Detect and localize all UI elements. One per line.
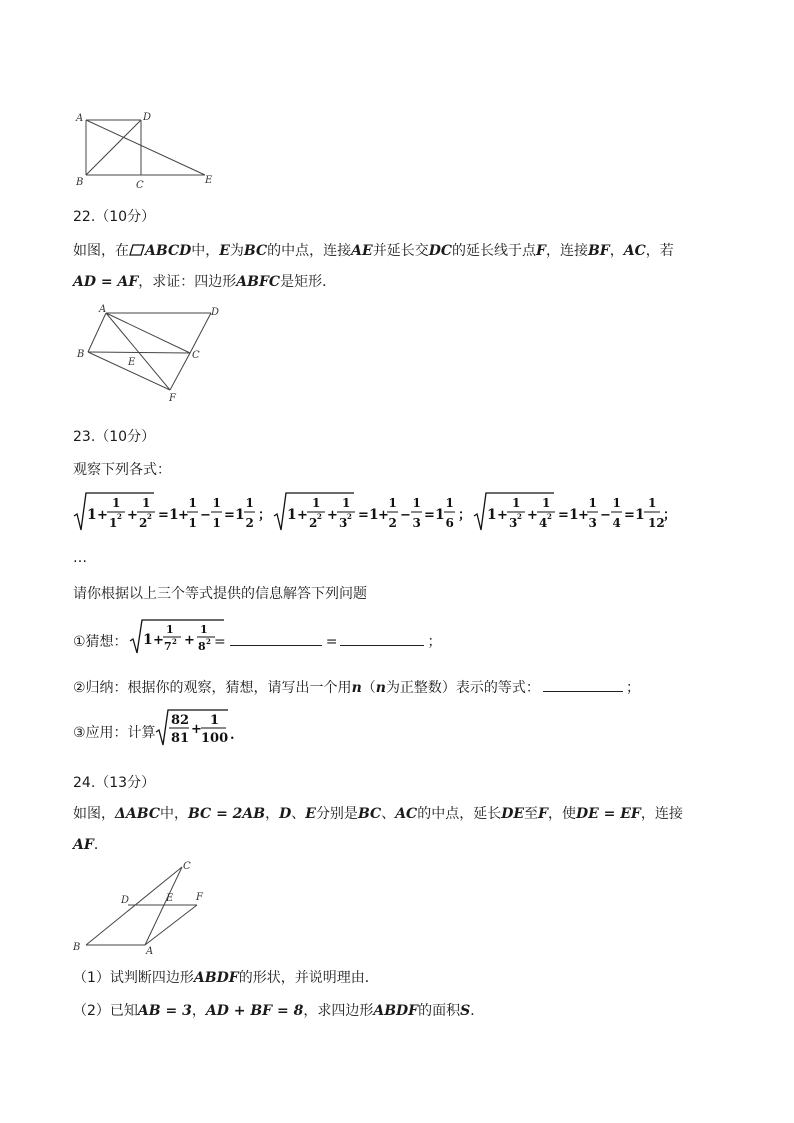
q24-math: DE = EF <box>575 806 641 822</box>
eq-frac2-num: 1 <box>542 496 551 510</box>
q24-math: AB = 3 <box>137 1003 192 1019</box>
eq-frac1-exp: 2 <box>517 512 522 521</box>
q23-ellipsis: … <box>73 550 87 566</box>
eq-one: 1 <box>169 507 179 523</box>
eq-result-num: 1 <box>245 496 254 510</box>
q22-text: 如图，在 <box>73 243 129 259</box>
q24-text: 如图， <box>73 806 115 822</box>
q22-math: F <box>536 243 546 259</box>
q23-part2-blank[interactable] <box>543 679 623 692</box>
q24-text: 中， <box>159 806 188 822</box>
q22-math: DC <box>428 243 453 259</box>
q22-text: 并延长交 <box>372 243 429 259</box>
eq-sign: = <box>624 508 635 523</box>
q23-part2-text: ②归纳：根据你的观察，猜想，请写出一个用 <box>73 680 352 696</box>
q24-text: （1）试判断四边形 <box>73 970 194 986</box>
eq-frac1-den: 3 <box>509 516 518 530</box>
q24-text: ． <box>93 837 108 853</box>
q23-p3-num2: 1 <box>210 713 220 728</box>
eq-frac4-den: 1 <box>212 516 221 530</box>
q22-text: ，求证：四边形 <box>138 274 237 290</box>
q22-line1 <box>73 240 674 260</box>
eq-frac2-exp: 2 <box>547 512 552 521</box>
q24-line1 <box>73 803 683 823</box>
eq-minus: − <box>400 508 411 523</box>
q22-math: AC <box>623 243 646 259</box>
eq-one: 1 <box>369 507 379 523</box>
q24-math: BC = 2AB <box>187 806 266 822</box>
q23-p1-plus: + <box>153 633 164 648</box>
q22-math: AE <box>351 243 373 259</box>
q23-part2-math: n <box>351 680 362 696</box>
q23-part3-text: ③应用：计算 <box>73 725 156 741</box>
q22-text: 为 <box>229 243 244 259</box>
q24-math: E <box>305 806 316 822</box>
eq-frac2-den: 3 <box>339 516 348 530</box>
eq-frac1-exp: 2 <box>117 512 122 521</box>
q24-text: ， <box>191 1003 206 1019</box>
q24-math: DE <box>501 806 525 822</box>
q23-p3-plus: + <box>191 722 202 737</box>
label-c: C <box>136 180 144 191</box>
q24-math: D <box>279 806 292 822</box>
q22-math: E <box>219 243 230 259</box>
q23-part1-label <box>73 631 128 651</box>
eq-frac2-num: 1 <box>142 496 151 510</box>
eq-plus: + <box>527 508 538 523</box>
label-d: D <box>121 895 130 906</box>
q23-p1-num: 1 <box>166 623 174 636</box>
label-f: F <box>169 393 176 404</box>
q24-sub2 <box>73 1000 484 1020</box>
eq-plus: + <box>378 508 389 523</box>
q24-math: ABDF <box>193 970 239 986</box>
eq-separator: ； <box>258 508 272 523</box>
eq-frac1-num: 1 <box>312 496 321 510</box>
label-e: E <box>205 175 213 186</box>
eq-frac3-den: 2 <box>388 516 397 530</box>
q23-part1-text: ①猜想： <box>73 634 128 650</box>
eq-sign: = <box>424 508 435 523</box>
q23-part1-radical <box>128 617 228 657</box>
eq-whole: 1 <box>435 507 445 523</box>
eq-frac1-exp: 2 <box>317 512 322 521</box>
eq-frac1-den: 1 <box>109 516 118 530</box>
eq-frac3-num: 1 <box>588 496 597 510</box>
q24-math: AF <box>73 837 94 853</box>
eq-whole: 1 <box>635 507 645 523</box>
eq-plus: + <box>127 508 138 523</box>
eq-frac1-num: 1 <box>512 496 521 510</box>
eq-frac1-den: 2 <box>309 516 318 530</box>
q22-text: 的延长线于点 <box>452 243 537 259</box>
q24-math: F <box>538 806 548 822</box>
eq-one: 1 <box>569 507 579 523</box>
eq-plus: + <box>497 508 508 523</box>
label-b: B <box>73 942 81 953</box>
q23-p3-den2: 100 <box>201 731 229 746</box>
eq-result-den: 6 <box>445 516 454 530</box>
figure-triangle-abc-parallelogram <box>70 855 220 955</box>
q23-p3-num1: 82 <box>171 713 190 728</box>
eq-frac3-num: 1 <box>188 496 197 510</box>
label-b: B <box>77 349 85 360</box>
eq-frac3-den: 3 <box>588 516 597 530</box>
q24-text: 的中点，延长 <box>417 806 502 822</box>
q24-text: 的形状，并说明理由． <box>238 970 379 986</box>
eq-sign: = <box>224 508 235 523</box>
q23-part1-blank2[interactable] <box>340 633 424 646</box>
eq-frac4-den: 3 <box>412 516 421 530</box>
eq-frac2-den: 2 <box>139 516 148 530</box>
figure-parallelogram-abcd <box>72 302 232 407</box>
eq-minus: − <box>600 508 611 523</box>
eq-frac4-num: 1 <box>212 496 221 510</box>
eq-one: 1 <box>287 507 297 523</box>
q22-math: AD = AF <box>73 274 139 290</box>
q24-text: 的面积 <box>418 1003 461 1019</box>
q24-line2 <box>73 834 108 854</box>
eq-plus: + <box>297 508 308 523</box>
eq-result-num: 1 <box>445 496 454 510</box>
eq-one: 1 <box>87 507 97 523</box>
q24-sub1 <box>73 967 379 987</box>
q22-text: 是矩形． <box>280 274 337 290</box>
eq-plus: + <box>97 508 108 523</box>
label-b: B <box>76 177 84 188</box>
q22-line2 <box>73 271 336 291</box>
q23-header: 23.（10分） <box>73 429 156 445</box>
q23-p3-end: . <box>230 728 235 743</box>
q22-text: ，若 <box>645 243 674 259</box>
q23-part1-eq: = <box>214 634 226 650</box>
q23-part2-end: ； <box>625 680 640 696</box>
label-e: E <box>166 893 174 904</box>
q23-part1-end: ； <box>427 634 442 650</box>
q23-p1-one: 1 <box>143 632 153 648</box>
q24-header: 24.（13分） <box>73 775 156 791</box>
q24-text: （2）已知 <box>73 1003 138 1019</box>
label-a: A <box>76 113 84 124</box>
q24-text: ， <box>265 806 280 822</box>
q23-part3-label <box>73 722 156 742</box>
q22-math: ABCD <box>145 243 192 259</box>
q24-text: ，使 <box>547 806 576 822</box>
q24-math: AC <box>395 806 418 822</box>
q23-p3-den1: 81 <box>171 731 190 746</box>
eq-minus: − <box>200 508 211 523</box>
eq-plus: + <box>178 508 189 523</box>
q22-text: 中， <box>191 243 220 259</box>
q23-instruction: 请你根据以上三个等式提供的信息解答下列问题 <box>73 586 367 602</box>
label-d: D <box>211 307 220 318</box>
eq-sign: = <box>358 508 369 523</box>
q23-part1-eq2: = <box>325 634 338 650</box>
label-a: A <box>146 946 154 955</box>
q22-math: ABFC <box>236 274 281 290</box>
eq-plus: + <box>327 508 338 523</box>
q24-math: ΔABC <box>115 806 160 822</box>
eq-frac4-den: 4 <box>612 516 621 530</box>
q22-text: 的中点，连接 <box>267 243 352 259</box>
q23-part2-text: 为正整数）表示的等式： <box>385 680 540 696</box>
q23-part2 <box>73 677 640 697</box>
eq-frac2-exp: 2 <box>347 512 352 521</box>
q24-math: S <box>460 1003 471 1019</box>
label-c: C <box>192 350 200 361</box>
q24-text: ，求四边形 <box>303 1003 374 1019</box>
q23-equation-row <box>72 490 682 534</box>
q23-p1-plus2: + <box>184 633 195 648</box>
parallelogram-icon <box>129 244 145 256</box>
q24-text: 、 <box>381 806 396 822</box>
q22-header: 22.（10分） <box>73 209 156 225</box>
eq-result-den: 2 <box>245 516 254 530</box>
q24-math: AD + BF = 8 <box>205 1003 304 1019</box>
eq-frac2-num: 1 <box>342 496 351 510</box>
q24-text: 至 <box>524 806 539 822</box>
eq-frac2-exp: 2 <box>147 512 152 521</box>
q24-text: 、 <box>291 806 306 822</box>
q24-text: 分别是 <box>315 806 358 822</box>
label-f: F <box>196 892 203 903</box>
eq-plus: + <box>578 508 589 523</box>
eq-whole: 1 <box>235 507 245 523</box>
eq-separator: ； <box>663 508 677 523</box>
eq-separator: ； <box>458 508 472 523</box>
eq-result-den: 12 <box>648 516 665 530</box>
figure-rectangle-abcd-with-e <box>70 105 220 195</box>
q23-part3-radical <box>154 707 238 749</box>
q23-p1-exp2: 2 <box>206 637 211 646</box>
q24-text: ，连接 <box>640 806 683 822</box>
q23-p1-den-base: 7 <box>164 640 172 653</box>
q23-part2-text: （ <box>361 680 376 696</box>
q24-text: ． <box>470 1003 485 1019</box>
q23-p1-num2: 1 <box>200 623 208 636</box>
q23-part1-answers <box>214 631 441 651</box>
q22-text: ， <box>609 243 624 259</box>
q22-math: BC <box>243 243 268 259</box>
eq-one: 1 <box>487 507 497 523</box>
eq-frac3-den: 1 <box>188 516 197 530</box>
q22-math: BF <box>587 243 610 259</box>
eq-frac4-num: 1 <box>412 496 421 510</box>
eq-sign: = <box>558 508 569 523</box>
label-d: D <box>143 112 152 123</box>
eq-frac2-den: 4 <box>539 516 548 530</box>
eq-frac1-num: 1 <box>112 496 121 510</box>
q23-part2-math: n <box>375 680 386 696</box>
q24-math: ABDF <box>373 1003 419 1019</box>
q23-p1-den-base2: 8 <box>198 640 206 653</box>
q23-intro: 观察下列各式： <box>73 462 171 478</box>
label-a: A <box>99 304 107 315</box>
label-c: C <box>183 861 191 872</box>
q23-part1-blank1[interactable] <box>230 633 322 646</box>
label-e: E <box>128 357 136 368</box>
eq-sign: = <box>158 508 169 523</box>
eq-result-num: 1 <box>648 496 657 510</box>
q24-math: BC <box>357 806 382 822</box>
eq-frac3-num: 1 <box>388 496 397 510</box>
q22-text: ，连接 <box>545 243 588 259</box>
q23-p1-exp: 2 <box>172 637 177 646</box>
eq-frac4-num: 1 <box>612 496 621 510</box>
